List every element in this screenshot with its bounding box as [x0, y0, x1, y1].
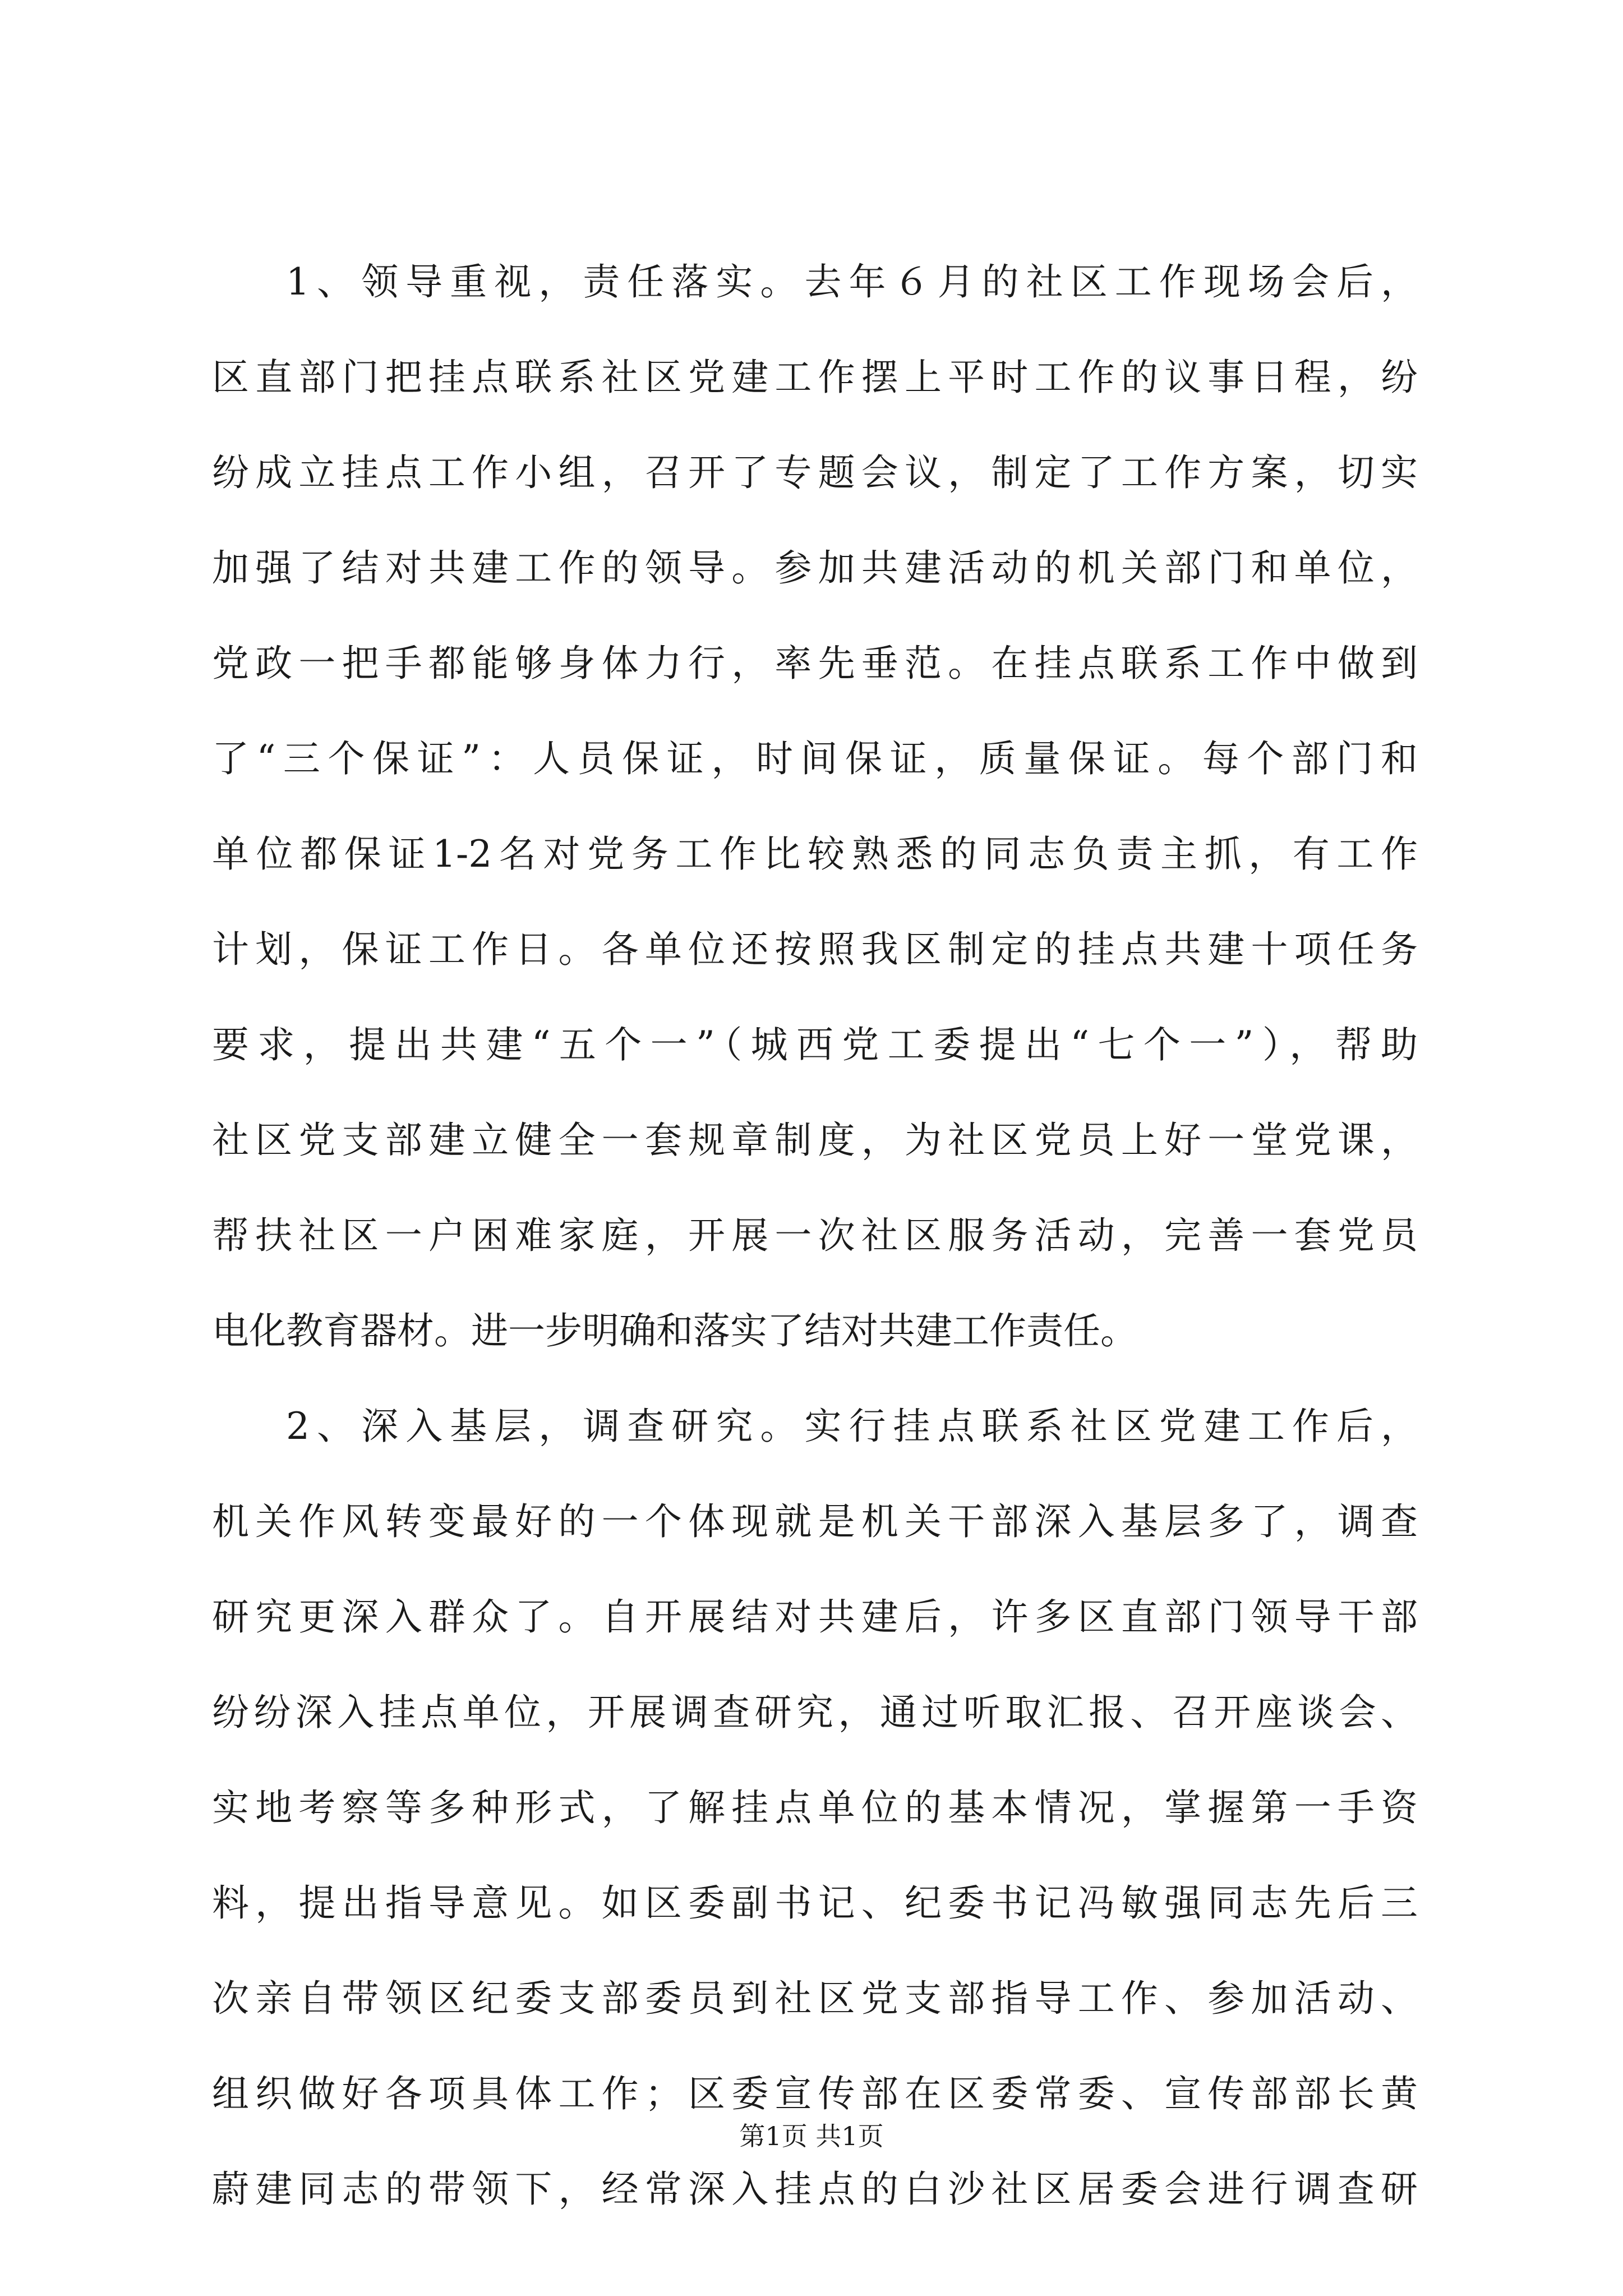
text-line: 电化教育器材。进一步明确和落实了结对共建工作责任。 — [212, 1309, 1137, 1352]
text-line: 料，提出指导意见。如区委副书记、纪委书记冯敏强同志先后三 — [212, 1881, 1418, 1925]
text-line: 1、领导重视，责任落实。去年６月的社区工作现场会后， — [286, 260, 1418, 303]
text-line: 加强了结对共建工作的领导。参加共建活动的机关部门和单位， — [212, 546, 1418, 590]
text-line: 单位都保证1-2名对党务工作比较熟悉的同志负责主抓，有工作 — [212, 832, 1418, 876]
text-line: 社区党支部建立健全一套规章制度，为社区党员上好一堂党课， — [212, 1119, 1418, 1162]
text-line: 党政一把手都能够身体力行，率先垂范。在挂点联系工作中做到 — [212, 642, 1418, 685]
text-line: 了“三个保证”：人员保证，时间保证，质量保证。每个部门和 — [212, 737, 1418, 780]
text-line: 研究更深入群众了。自开展结对共建后，许多区直部门领导干部 — [212, 1595, 1418, 1639]
text-line: 次亲自带领区纪委支部委员到社区党支部指导工作、参加活动、 — [212, 1977, 1418, 2020]
paragraph-1 — [212, 234, 1418, 1379]
text-line: 纷纷深入挂点单位，开展调查研究，通过听取汇报、召开座谈会、 — [212, 1691, 1418, 1734]
text-line: 2、深入基层，调查研究。实行挂点联系社区党建工作后， — [286, 1405, 1418, 1448]
text-line: 机关作风转变最好的一个体现就是机关干部深入基层多了，调查 — [212, 1500, 1418, 1543]
text-line: 组织做好各项具体工作；区委宣传部在区委常委、宣传部部长黄 — [212, 2072, 1418, 2115]
page-footer: 第1页 共1页 — [739, 2121, 884, 2151]
document-body — [212, 234, 1418, 2237]
text-line: 实地考察等多种形式，了解挂点单位的基本情况，掌握第一手资 — [212, 1786, 1418, 1829]
text-line: 蔚建同志的带领下，经常深入挂点的白沙社区居委会进行调查研 — [212, 2168, 1418, 2211]
text-line: 区直部门把挂点联系社区党建工作摆上平时工作的议事日程，纷 — [212, 356, 1418, 399]
paragraph-2 — [212, 1379, 1418, 2237]
text-line: 要求，提出共建“五个一”（城西党工委提出“七个一”），帮助 — [212, 1023, 1418, 1066]
text-line: 帮扶社区一户困难家庭，开展一次社区服务活动，完善一套党员 — [212, 1214, 1418, 1257]
text-line: 纷成立挂点工作小组，召开了专题会议，制定了工作方案，切实 — [212, 451, 1418, 494]
text-line: 计划，保证工作日。各单位还按照我区制定的挂点共建十项任务 — [212, 928, 1418, 971]
